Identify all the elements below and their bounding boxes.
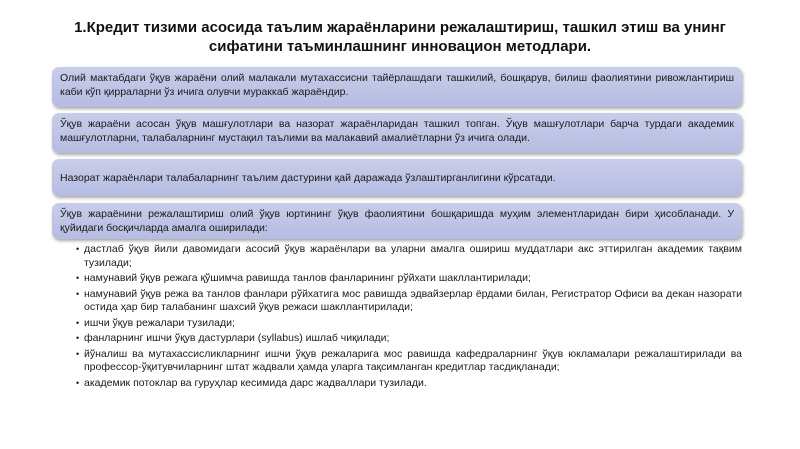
slide-title: 1.Кредит тизими асосида таълим жараёнларини режалаштириш, ташкил этиш ва унинг сифатини таъминлашнинг инновацион методлари.	[74, 19, 726, 55]
info-box-definition	[52, 67, 742, 107]
info-box-text: Ўқув жараёни асосан ўқув машғулотлари ва назорат жараёнларидан ташкил топган. Ўқув машғулотлари барча турдаги академик машғулотларни, талабаларнинг мустақил таълими ва малакавий амалиётларни ўз ичига олади.	[60, 118, 734, 144]
list-item-text: ишчи ўқув режалари тузилади;	[84, 316, 235, 329]
list-item	[76, 243, 742, 270]
list-item	[76, 332, 742, 346]
info-box-text: Ўқув жараёнини режалаштириш олий ўқув юртининг ўқув фаолиятини бошқаришда муҳим элементларидан бири ҳисобланади. У қуйидаги босқичларда амалга оширилади:	[60, 208, 734, 234]
list-item	[76, 288, 742, 315]
list-item-text: намунавий ўқув режа ва танлов фанлари рўйхатига мос равишда эдвайзерлар ёрдами билан, Регистратор Офиси ва декан назорати остида ҳар бир талабанинг шахсий ўқув режаси шакллантирилади;	[84, 287, 742, 313]
list-item	[76, 377, 742, 391]
list-item-text: йўналиш ва мутахассисликларнинг ишчи ўқув режаларига мос равишда кафедраларнинг ўқув юкламалари режалаштирилади ва профессор-ўқитувчиларнинг штат жадвали ҳамда уларга тақсимланган кредитлар тасдиқланади;	[84, 347, 742, 373]
list-item-text: дастлаб ўқув йили давомидаги асосий ўқув жараёнлари ва уларни амалга ошириш муддатлари акс эттирилган академик тақвим тузилади;	[84, 243, 742, 269]
info-box-planning	[52, 203, 742, 239]
bullet-icon: •	[76, 348, 80, 359]
bullet-icon: •	[76, 288, 80, 299]
list-item-text: намунавий ўқув режага қўшимча равишда танлов фанларининг рўйхати шакллантирилади;	[84, 272, 531, 284]
bullet-icon: •	[76, 377, 80, 388]
info-box-text: Олий мактабдаги ўқув жараёни олий малакали мутахассисни тайёрлашдаги ташкилий, бошқарув, билиш фаолиятини ривожлантириш каби кўп қирраларни ўз ичига олувчи мураккаб жараёндир.	[60, 72, 734, 98]
list-item	[76, 272, 742, 286]
bullet-icon: •	[76, 317, 80, 328]
info-box-text: Назорат жараёнлари талабаларнинг таълим дастурини қай даражада ўзлаштирганлигини кўрсатади.	[60, 171, 556, 184]
list-item	[76, 348, 742, 375]
list-item-text: фанларнинг ишчи ўқув дастурлари (syllabus) ишлаб чиқилади;	[84, 332, 390, 344]
info-box-structure	[52, 113, 742, 153]
bullet-icon: •	[76, 333, 80, 343]
list-item	[76, 317, 742, 331]
info-box-control	[52, 159, 742, 196]
planning-steps-list	[76, 243, 742, 392]
bullet-icon: •	[76, 244, 80, 254]
list-item-text: академик потоклар ва гуруҳлар кесимида дарс жадваллари тузилади.	[84, 376, 427, 389]
bullet-icon: •	[76, 273, 80, 283]
